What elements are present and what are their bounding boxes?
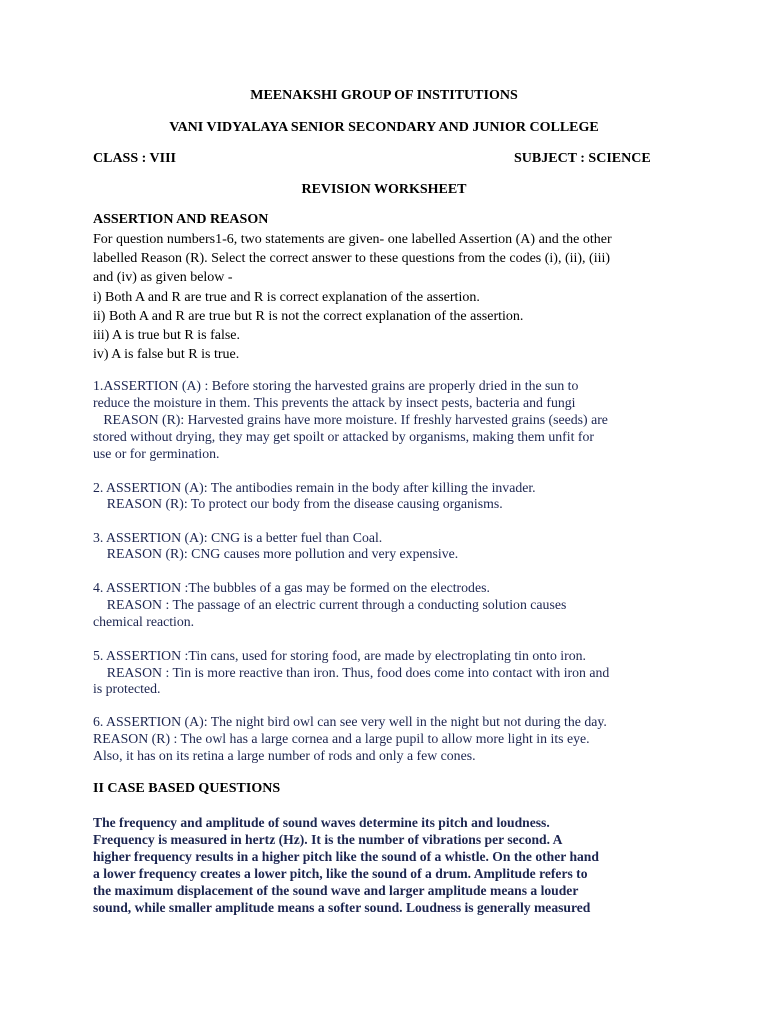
case-paragraph-line: higher frequency results in a higher pitch like the sound of a whistle. On the other hand: [93, 849, 599, 864]
instruction-line: For question numbers1-6, two statements are given- one labelled Assertion (A) and the other: [93, 232, 612, 247]
question-3-line: 3. ASSERTION (A): CNG is a better fuel than Coal.: [93, 530, 383, 545]
case-paragraph-line: a lower frequency creates a lower pitch, like the sound of a drum. Amplitude refers to: [93, 866, 588, 881]
question-1-line: use or for germination.: [93, 446, 220, 461]
school-name: VANI VIDYALAYA SENIOR SECONDARY AND JUNIOR COLLEGE: [169, 120, 599, 135]
case-paragraph-line: sound, while smaller amplitude means a softer sound. Loudness is generally measured: [93, 900, 591, 915]
answer-code: iii) A is true but R is false.: [93, 328, 240, 343]
question-4-line: REASON : The passage of an electric current through a conducting solution causes: [93, 597, 567, 612]
case-paragraph-line: Frequency is measured in hertz (Hz). It is the number of vibrations per second. A: [93, 832, 563, 847]
question-1-line: reduce the moisture in them. This prevents the attack by insect pests, bacteria and fungi: [93, 395, 576, 410]
question-1-line: 1.ASSERTION (A) : Before storing the harvested grains are properly dried in the sun to: [93, 378, 579, 393]
instruction-line: and (iv) as given below -: [93, 270, 233, 285]
question-5-line: REASON : Tin is more reactive than iron. Thus, food does come into contact with iron and: [93, 665, 610, 680]
question-1-line: REASON (R): Harvested grains have more moisture. If freshly harvested grains (seeds) are: [93, 412, 608, 427]
question-1-line: stored without drying, they may get spoilt or attacked by organisms, making them unfit for: [93, 429, 594, 444]
answer-code: iv) A is false but R is true.: [93, 347, 240, 362]
question-2-line: 2. ASSERTION (A): The antibodies remain in the body after killing the invader.: [93, 480, 536, 495]
question-5-line: 5. ASSERTION :Tin cans, used for storing food, are made by electroplating tin onto iron.: [93, 648, 586, 663]
worksheet-title: REVISION WORKSHEET: [301, 182, 467, 197]
answer-code: ii) Both A and R are true but R is not the correct explanation of the assertion.: [93, 309, 524, 324]
instruction-line: labelled Reason (R). Select the correct answer to these questions from the codes (i), (ii), (iii): [93, 251, 611, 266]
case-paragraph-line: the maximum displacement of the sound wave and larger amplitude means a louder: [93, 883, 579, 898]
question-5-line: is protected.: [93, 681, 161, 696]
question-2-line: REASON (R): To protect our body from the disease causing organisms.: [93, 496, 503, 511]
question-6-line: 6. ASSERTION (A): The night bird owl can see very well in the night but not during the day.: [93, 714, 607, 729]
question-4-line: chemical reaction.: [93, 614, 195, 629]
case-paragraph-line: The frequency and amplitude of sound waves determine its pitch and loudness.: [93, 815, 550, 830]
institution-name: MEENAKSHI GROUP OF INSTITUTIONS: [250, 88, 518, 103]
subject-label: SUBJECT : SCIENCE: [514, 151, 651, 166]
answer-code: i) Both A and R are true and R is correct explanation of the assertion.: [93, 290, 480, 305]
class-label: CLASS : VIII: [93, 151, 176, 166]
question-3-line: REASON (R): CNG causes more pollution and very expensive.: [93, 546, 459, 561]
question-4-line: 4. ASSERTION :The bubbles of a gas may be formed on the electrodes.: [93, 580, 490, 595]
question-6-line: Also, it has on its retina a large number of rods and only a few cones.: [93, 748, 476, 763]
section-heading-assertion-reason: ASSERTION AND REASON: [93, 212, 269, 227]
question-6-line: REASON (R) : The owl has a large cornea and a large pupil to allow more light in its eye.: [93, 731, 590, 746]
section-heading-case-based: II CASE BASED QUESTIONS: [93, 781, 281, 796]
